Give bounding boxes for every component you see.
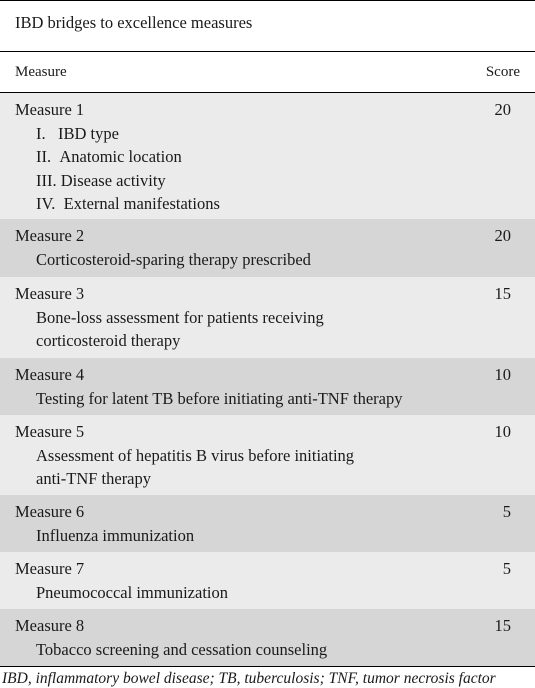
measure-score: 5 [502,559,511,578]
measure-description: corticosteroid therapy [36,331,181,350]
measure-name: Measure 4 [15,365,85,384]
measure-subitem: IV. External manifestations [36,194,220,213]
header-row [0,52,535,93]
measure-score: 10 [494,422,511,441]
measure-description: anti-TNF therapy [36,469,152,488]
measure-subitem: I. IBD type [36,123,119,143]
table-row [0,219,535,277]
measure-description: Pneumococcal immunization [36,582,228,602]
measure-description: Corticosteroid-sparing therapy prescribed [36,249,311,269]
measure-name: Measure 8 [15,616,85,635]
measure-name: Measure 1 [15,100,85,119]
table-row [0,609,535,666]
measure-score: 15 [494,616,511,635]
measure-name: Measure 5 [15,422,85,441]
table-row [0,358,535,415]
measure-column-header: Measure [15,63,67,80]
measure-name: Measure 6 [15,502,85,521]
measure-score: 20 [494,226,511,245]
measure-name: Measure 2 [15,226,85,245]
measure-description: Assessment of hepatitis B virus before initiating [36,445,355,465]
table-row [0,93,535,219]
measure-description: Tobacco screening and cessation counseling [36,639,328,659]
measure-subitem: II. Anatomic location [36,147,182,166]
measure-score: 10 [494,365,511,384]
table-row [0,552,535,609]
table-row [0,277,535,358]
table-row [0,415,535,495]
table-footnote: IBD, inflammatory bowel disease; TB, tuberculosis; TNF, tumor necrosis factor [0,666,535,688]
table-row [0,495,535,552]
score-column-header: Score [485,63,520,80]
table-title: IBD bridges to excellence measures [0,0,535,52]
measure-description: Influenza immunization [36,525,195,545]
measure-score: 20 [494,100,511,119]
measure-description: Testing for latent TB before initiating anti-TNF therapy [36,388,403,408]
measure-score: 15 [494,284,511,303]
measure-name: Measure 3 [15,284,85,303]
measure-score: 5 [502,502,511,521]
measure-subitem: III. Disease activity [36,170,166,190]
measure-name: Measure 7 [15,559,85,578]
measure-description: Bone-loss assessment for patients receiving [36,307,324,327]
